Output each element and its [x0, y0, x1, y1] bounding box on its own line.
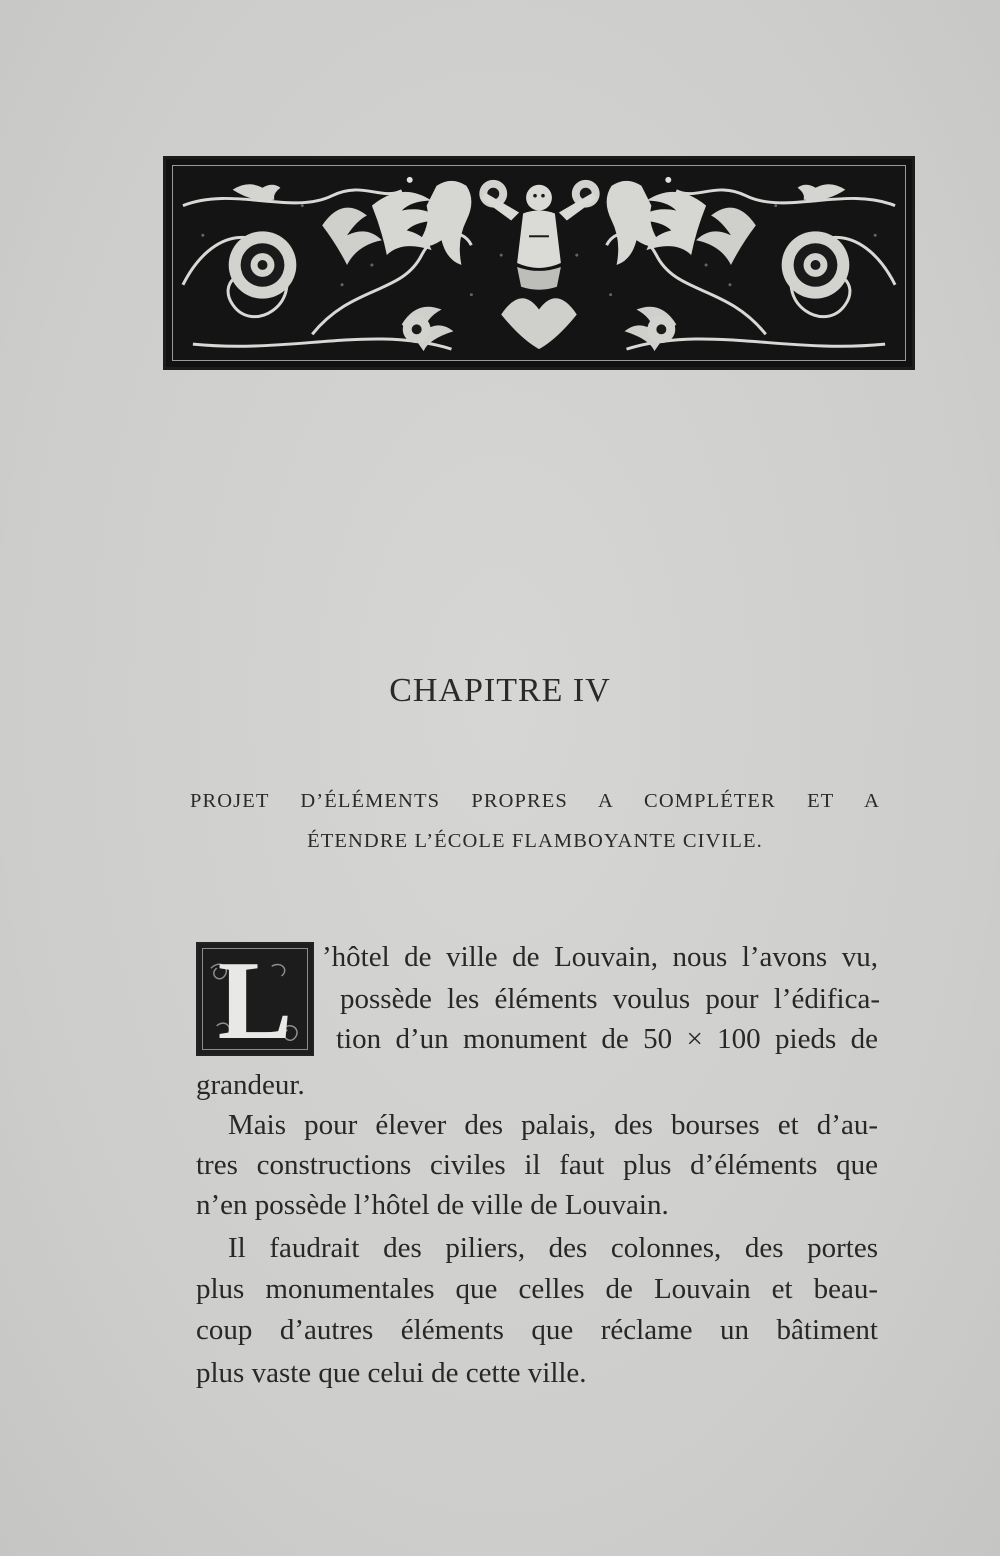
- paragraph-2-line-1: Mais pour élever des palais, des bourses et d’au-: [228, 1109, 878, 1141]
- paragraph-1-line-2: possède les éléments voulus pour l’édifica-: [340, 983, 880, 1015]
- drop-cap-letter: L: [217, 948, 293, 1050]
- chapter-subtitle-line-2: ÉTENDRE L’ÉCOLE FLAMBOYANTE CIVILE.: [307, 830, 763, 852]
- chapter-title: CHAPITRE IV: [389, 672, 611, 709]
- paragraph-1-line-3: tion d’un monument de 50 × 100 pieds de: [336, 1023, 878, 1055]
- ornament-engraving: [173, 166, 905, 360]
- paragraph-3-line-2: plus monumentales que celles de Louvain et beau-: [196, 1273, 878, 1305]
- paragraph-2-line-2: tres constructions civiles il faut plus d’éléments que: [196, 1149, 878, 1181]
- ornate-drop-cap: [196, 942, 314, 1056]
- paragraph-3-line-3: coup d’autres éléments que réclame un bâtiment: [196, 1314, 878, 1346]
- paragraph-2-line-3: n’en possède l’hôtel de ville de Louvain.: [196, 1189, 669, 1221]
- paragraph-1-line-4: grandeur.: [196, 1069, 305, 1101]
- paragraph-1-line-1: ’hôtel de ville de Louvain, nous l’avons vu,: [322, 941, 878, 973]
- paragraph-3-line-4: plus vaste que celui de cette ville.: [196, 1357, 587, 1389]
- ornamental-headpiece: [163, 156, 915, 370]
- paragraph-3-line-1: Il faudrait des piliers, des colonnes, des portes: [228, 1232, 878, 1264]
- chapter-subtitle-line-1: PROJET D’ÉLÉMENTS PROPRES A COMPLÉTER ET A: [190, 790, 880, 812]
